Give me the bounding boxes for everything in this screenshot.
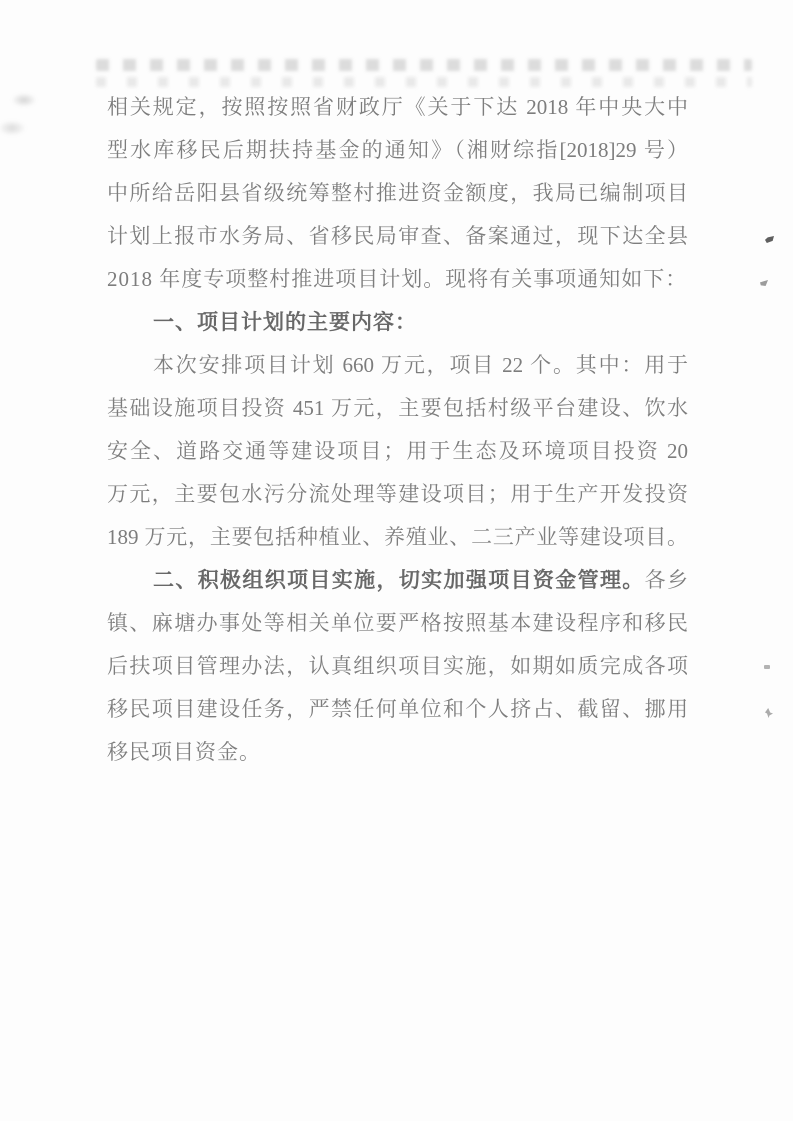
paragraph-3-line-5: 移民项目资金。 <box>107 740 261 764</box>
paragraph-2-line-2: 基础设施项目投资 451 万元，主要包括村级平台建设、饮水 <box>107 396 688 420</box>
section-2-heading-line <box>107 559 688 602</box>
paragraph-3-line-2: 镇、麻塘办事处等相关单位要严格按照基本建设程序和移民 <box>107 611 688 635</box>
scan-speck-2 <box>760 280 768 286</box>
paragraph-3-line-3: 后扶项目管理办法，认真组织项目实施，如期如质完成各项 <box>107 654 688 678</box>
paragraph-1-line-3: 中所给岳阳县省级统筹整村推进资金额度，我局已编制项目 <box>107 181 688 205</box>
section-2-heading: 二、积极组织项目实施，切实加强项目资金管理。 <box>153 569 645 592</box>
paragraph-2-line-3: 安全、道路交通等建设项目；用于生态及环境项目投资 20 <box>107 439 688 463</box>
paragraph-1-line-5: 2018 年度专项整村推进项目计划。现将有关事项通知如下： <box>107 267 688 291</box>
paragraph-3-line-4: 移民项目建设任务，严禁任何单位和个人挤占、截留、挪用 <box>107 697 688 721</box>
section-1-heading: 一、项目计划的主要内容： <box>153 311 417 334</box>
scan-bleed-artifact-top-1 <box>96 59 752 71</box>
paragraph-2-line-4: 万元，主要包水污分流处理等建设项目；用于生产开发投资 <box>107 482 688 506</box>
paragraph-3-line-1-tail: 各乡 <box>644 568 688 592</box>
scan-speck-4 <box>765 708 773 718</box>
scan-bleed-artifact-left <box>0 86 54 144</box>
paragraph-2-line-1: 本次安排项目计划 660 万元，项目 22 个。其中：用于 <box>153 353 688 377</box>
paragraph-1-line-2: 型水库移民后期扶持基金的通知》（湘财综指[2018]29 号） <box>107 138 688 162</box>
scan-speck-1 <box>765 236 774 243</box>
paragraph-1-line-1: 相关规定，按照按照省财政厅《关于下达 2018 年中央大中 <box>107 95 688 119</box>
paragraph-1-line-4: 计划上报市水务局、省移民局审查、备案通过，现下达全县 <box>107 224 688 248</box>
paragraph-2-line-5: 189 万元，主要包括种植业、养殖业、二三产业等建设项目。 <box>107 525 688 549</box>
scan-speck-3 <box>764 665 770 669</box>
document-body <box>107 86 688 774</box>
